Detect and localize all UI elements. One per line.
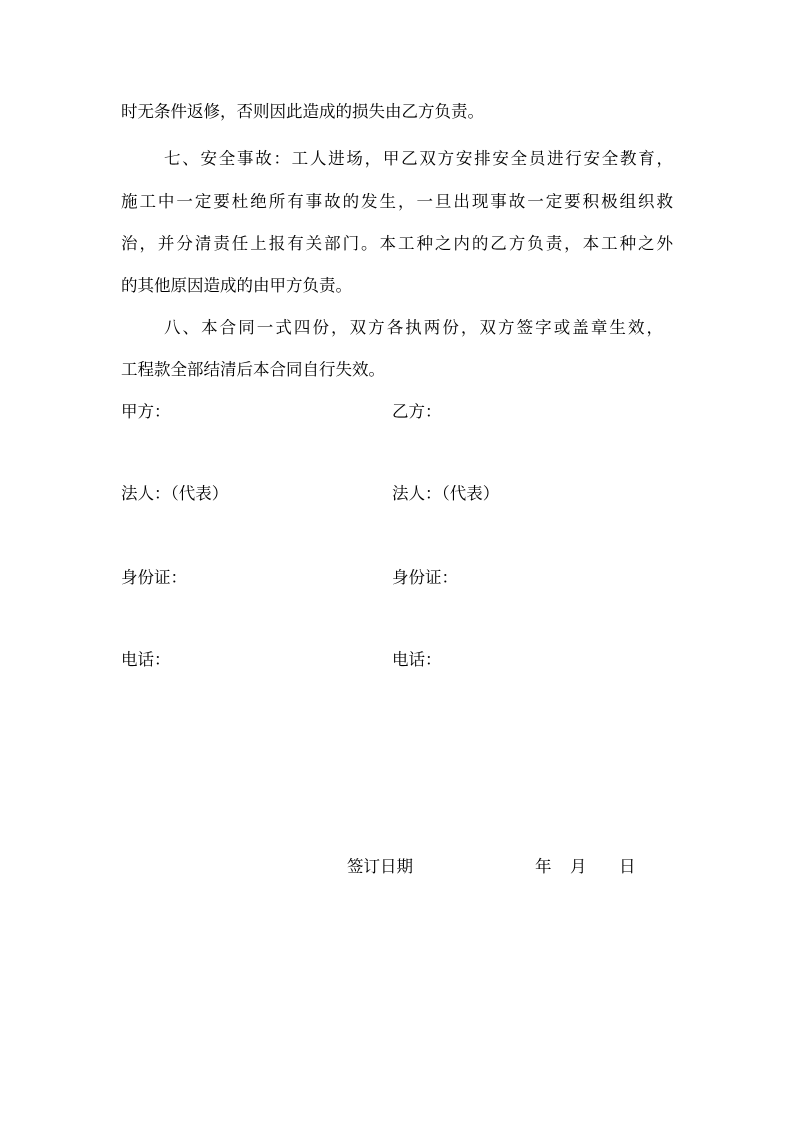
party-b-label: 乙方： <box>392 402 442 421</box>
party-b-id-card: 身份证： <box>392 568 458 587</box>
clause-7-line-4: 的其他原因造成的由甲方负责。 <box>121 276 352 295</box>
party-a-legal-rep: 法人：（代表） <box>121 484 229 503</box>
sign-date-day: 日 <box>619 857 636 876</box>
sign-date-month: 月 <box>570 857 587 876</box>
sign-date-label: 签订日期 <box>347 857 413 876</box>
party-b-phone: 电话： <box>392 650 442 669</box>
party-b-legal-rep: 法人：（代表） <box>392 484 500 503</box>
clause-6-continuation: 时无条件返修，否则因此造成的损失由乙方负责。 <box>121 102 484 121</box>
party-a-label: 甲方： <box>121 402 171 421</box>
clause-8-line-2: 工程款全部结清后本合同自行失效。 <box>121 360 385 379</box>
clause-7-line-1: 七、安全事故：工人进场，甲乙双方安排安全员进行安全教育， <box>164 149 673 168</box>
party-a-id-card: 身份证： <box>121 568 187 587</box>
clause-7-line-3: 治，并分清责任上报有关部门。本工种之内的乙方负责，本工种之外 <box>121 234 673 253</box>
clause-7-line-2: 施工中一定要杜绝所有事故的发生，一旦出现事故一定要积极组织救 <box>121 192 673 211</box>
clause-8-line-1: 八、本合同一式四份，双方各执两份，双方签字或盖章生效， <box>164 318 663 337</box>
sign-date-year: 年 <box>535 857 552 876</box>
party-a-phone: 电话： <box>121 650 171 669</box>
